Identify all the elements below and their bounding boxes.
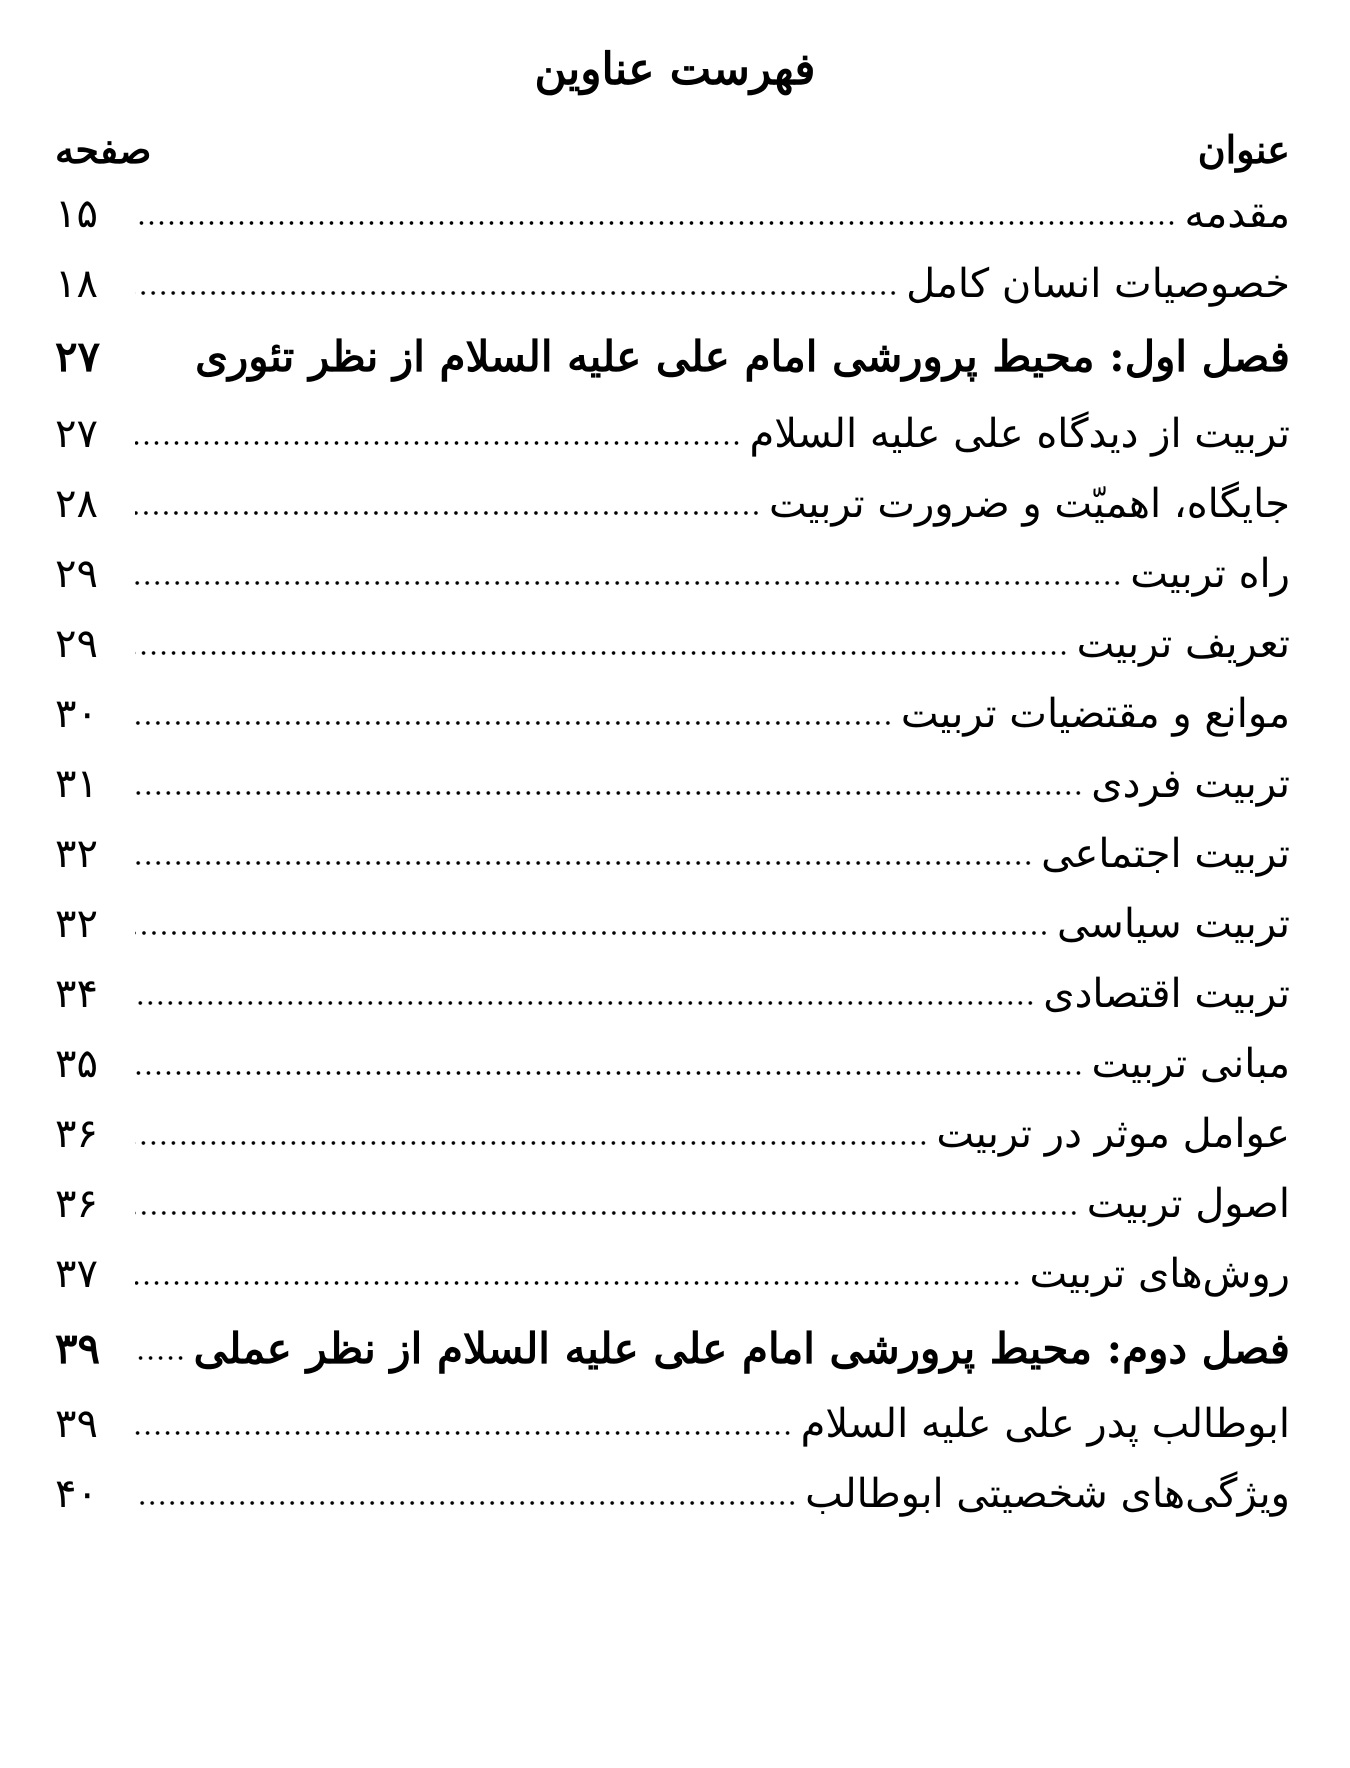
dot-leader [135,721,893,725]
toc-entry-row [55,535,1290,613]
page-title: فهرست عناوین [534,44,816,95]
chapter-title: فصل اول: محیط پرورشی امام علی علیه السلام از نظر تئوری [195,332,1290,381]
dot-leader [135,1431,793,1435]
entry-title: اصول تربیت [1086,1181,1290,1227]
page-number: ۲۹ [55,621,98,667]
dot-leader [135,511,761,515]
entry-title: تربیت اجتماعی [1041,831,1290,877]
page-number: ۳۲ [55,901,98,947]
page-number: ۳۶ [55,1181,98,1227]
dot-leader [135,1281,1022,1285]
toc-entry-row [55,1385,1290,1463]
dot-leader [135,1071,1083,1075]
toc-chapter-row [55,318,1290,396]
page-number: ۳۹ [55,1401,98,1447]
dot-leader [135,1211,1079,1215]
entry-title: جایگاه، اهمیّت و ضرورت تربیت [768,481,1290,527]
chapter-title: فصل دوم: محیط پرورشی امام علی علیه السلام از نظر عملی [193,1324,1290,1373]
entry-title: خصوصیات انسان کامل [906,261,1290,307]
entry-title: ویژگی‌های شخصیتی ابوطالب [805,1471,1290,1517]
entry-title: تربیت سیاسی [1056,901,1290,947]
toc-entry-row [55,885,1290,963]
toc-entry-row [55,955,1290,1033]
dot-leader [135,441,741,445]
toc-entry-row [55,675,1290,753]
entry-title: روش‌های تربیت [1029,1251,1290,1297]
page-number: ۲۹ [55,551,98,597]
page-number: ۳۷ [55,1251,98,1297]
entry-title: موانع و مقتضیات تربیت [900,691,1290,737]
toc-entry-row [55,245,1290,323]
toc-entry-row [55,465,1290,543]
toc-entry-row [55,395,1290,473]
toc-entry-row [55,1025,1290,1103]
toc-entry-row [55,815,1290,893]
topic-column-header: عنوان [1197,127,1290,172]
page-number: ۳۰ [55,691,98,737]
entry-title: مبانی تربیت [1091,1041,1290,1087]
dot-leader [135,364,187,368]
toc-entry-row [55,745,1290,823]
page-number: ۳۶ [55,1111,98,1157]
page-number: ۳۴ [55,971,98,1017]
dot-leader [135,651,1069,655]
entry-title: عوامل موثر در تربیت [936,1111,1290,1157]
entry-title: تربیت از دیدگاه علی علیه السلام [749,411,1290,457]
dot-leader [135,861,1033,865]
dot-leader [135,1501,797,1505]
entry-title: راه تربیت [1130,551,1290,597]
page-number: ۲۸ [55,481,98,527]
dot-leader [135,1141,928,1145]
dot-leader [135,1356,186,1360]
entry-title: تعریف تربیت [1076,621,1290,667]
toc-entry-row [55,175,1290,253]
page-number: ۴۰ [55,1471,98,1517]
page-number: ۳۱ [55,761,98,807]
page-number: ۳۵ [55,1041,98,1087]
page-number: ۱۵ [55,191,98,237]
toc-entry-row [55,605,1290,683]
page-number: ۳۲ [55,831,98,877]
entry-title: ابوطالب پدر علی علیه السلام [800,1401,1290,1447]
toc-entry-row [55,1235,1290,1313]
entry-title: مقدمه [1184,191,1290,237]
toc-entry-row [55,1165,1290,1243]
toc-chapter-row [55,1310,1290,1388]
entry-title: تربیت فردی [1091,761,1290,807]
page-column-header: صفحه [55,127,152,172]
dot-leader [135,581,1122,585]
dot-leader [135,221,1176,225]
page-number: ۱۸ [55,261,98,307]
dot-leader [135,931,1049,935]
page-number: ۲۷ [55,332,101,381]
dot-leader [135,291,898,295]
dot-leader [135,1001,1035,1005]
page-number: ۳۹ [55,1324,101,1373]
page-number: ۲۷ [55,411,98,457]
toc-entry-row [55,1455,1290,1533]
toc-entry-row [55,1095,1290,1173]
dot-leader [135,791,1083,795]
entry-title: تربیت اقتصادی [1043,971,1290,1017]
